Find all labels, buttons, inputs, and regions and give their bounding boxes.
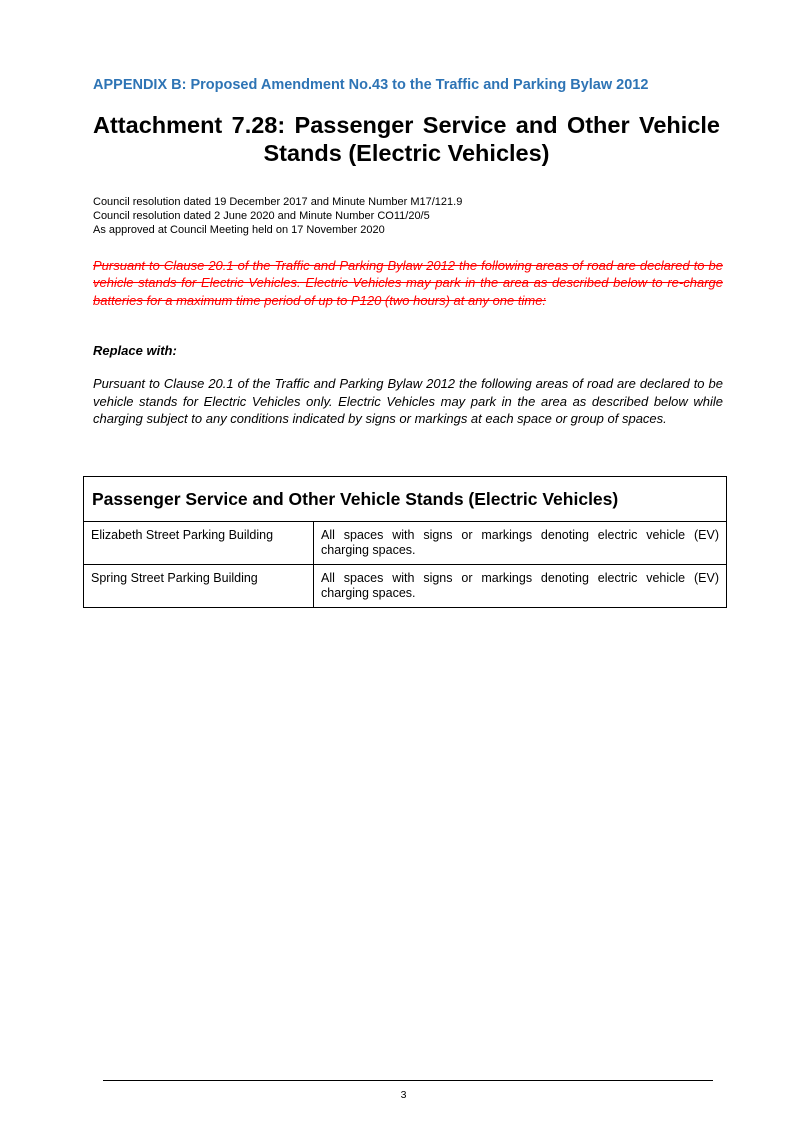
replacement-clause: Pursuant to Clause 20.1 of the Traffic and Parking Bylaw 2012 the following areas of road are declared to be vehicle stands for Electric Vehicles only. Electric Vehicles may park in the area as described below while charging subject to any conditions indicated by signs or markings at each space or group of spaces. xyxy=(93,376,723,426)
table-row xyxy=(84,522,727,565)
footer-divider xyxy=(103,1080,713,1081)
location-cell: Elizabeth Street Parking Building xyxy=(84,522,314,565)
page-number: 3 xyxy=(400,1089,407,1101)
table-heading-row xyxy=(84,477,727,522)
description-cell: All spaces with signs or markings denoting electric vehicle (EV) charging spaces. xyxy=(314,565,727,608)
resolution-note: Council resolution dated 2 June 2020 and Minute Number CO11/20/5 xyxy=(93,210,430,222)
description-cell: All spaces with signs or markings denoting electric vehicle (EV) charging spaces. xyxy=(314,522,727,565)
location-cell: Spring Street Parking Building xyxy=(84,565,314,608)
resolution-note: As approved at Council Meeting held on 17 November 2020 xyxy=(93,224,385,236)
table-row xyxy=(84,565,727,608)
table-heading: Passenger Service and Other Vehicle Stands (Electric Vehicles) xyxy=(84,477,727,522)
attachment-title-line-1: Attachment 7.28: Passenger Service and Other Vehicle xyxy=(93,112,720,138)
resolution-notes xyxy=(93,195,713,237)
replace-with-heading: Replace with: xyxy=(93,343,177,358)
struck-out-clause: Pursuant to Clause 20.1 of the Traffic and Parking Bylaw 2012 the following areas of road are declared to be vehicle stands for Electric Vehicles. Electric Vehicles may park in the area as described below to re-charge batteries for a maximum time period of up to P120 (two hours) at any one time: xyxy=(93,258,723,308)
appendix-heading: APPENDIX B: Proposed Amendment No.43 to the Traffic and Parking Bylaw 2012 xyxy=(93,77,649,93)
vehicle-stands-table xyxy=(83,476,727,608)
attachment-title-line-2: Stands (Electric Vehicles) xyxy=(263,140,550,166)
resolution-note: Council resolution dated 19 December 2017 and Minute Number M17/121.9 xyxy=(93,196,463,208)
attachment-title xyxy=(93,111,720,167)
